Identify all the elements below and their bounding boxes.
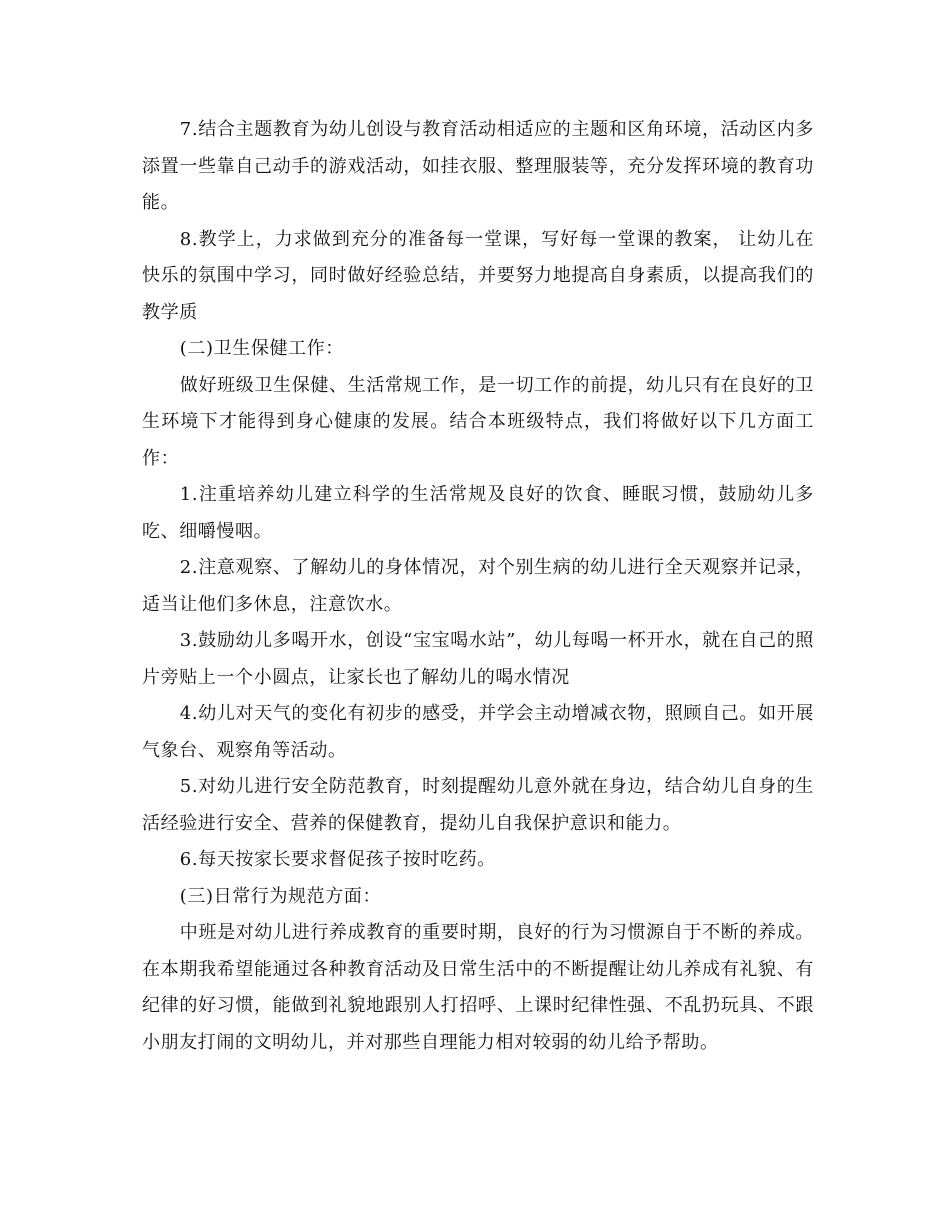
section-heading-hygiene: (二)卫生保健工作： xyxy=(179,338,344,359)
document-body xyxy=(142,112,814,1061)
paragraph-hygiene-6: 6.每天按家长要求督促孩子按时吃药。 xyxy=(179,849,496,870)
section-heading-behavior: (三)日常行为规范方面： xyxy=(179,885,382,907)
paragraph-item-8: 8.教学上，力求做到充分的准备每一堂课，写好每一堂课的教案， 让幼儿在快乐的氛围中学习，同时做好经验总结，并要努力地提高自身素质，以提高我们的教学质 xyxy=(142,228,814,323)
paragraph-hygiene-3: 3.鼓励幼儿多喝开水，创设“宝宝喝水站”，幼儿每喝一杯开水，就在自己的照片旁贴上一个小圆点，让家长也了解幼儿的喝水情况 xyxy=(142,630,814,688)
paragraph-hygiene-4: 4.幼儿对天气的变化有初步的感受，并学会主动增减衣物，照顾自己。如开展气象台、观察角等活动。 xyxy=(142,703,814,761)
paragraph-hygiene-5: 5.对幼儿进行安全防范教育，时刻提醒幼儿意外就在身边，结合幼儿自身的生活经验进行安全、营养的保健教育，提幼儿自我保护意识和能力。 xyxy=(142,776,814,834)
paragraph-behavior-intro: 中班是对幼儿进行养成教育的重要时期，良好的行为习惯源自于不断的养成。在本期我希望能通过各种教育活动及日常生活中的不断提醒让幼儿养成有礼貌、有纪律的好习惯，能做到礼貌地跟别人打招呼、上课时纪律性强、不乱扔玩具、不跟小朋友打闹的文明幼儿，并对那些自理能力相对较弱的幼儿给予帮助。 xyxy=(142,922,814,1053)
paragraph-hygiene-2: 2.注意观察、了解幼儿的身体情况，对个别生病的幼儿进行全天观察并记录，适当让他们多休息，注意饮水。 xyxy=(142,557,814,615)
paragraph-hygiene-1: 1.注重培养幼儿建立科学的生活常规及良好的饮食、睡眠习惯，鼓励幼儿多吃、细嚼慢咽。 xyxy=(142,484,814,542)
paragraph-item-7: 7.结合主题教育为幼儿创设与教育活动相适应的主题和区角环境，活动区内多添置一些靠自己动手的游戏活动，如挂衣服、整理服装等，充分发挥环境的教育功能。 xyxy=(142,119,814,213)
paragraph-hygiene-intro: 做好班级卫生保健、生活常规工作，是一切工作的前提，幼儿只有在良好的卫生环境下才能得到身心健康的发展。结合本班级特点，我们将做好以下几方面工作： xyxy=(142,374,814,469)
